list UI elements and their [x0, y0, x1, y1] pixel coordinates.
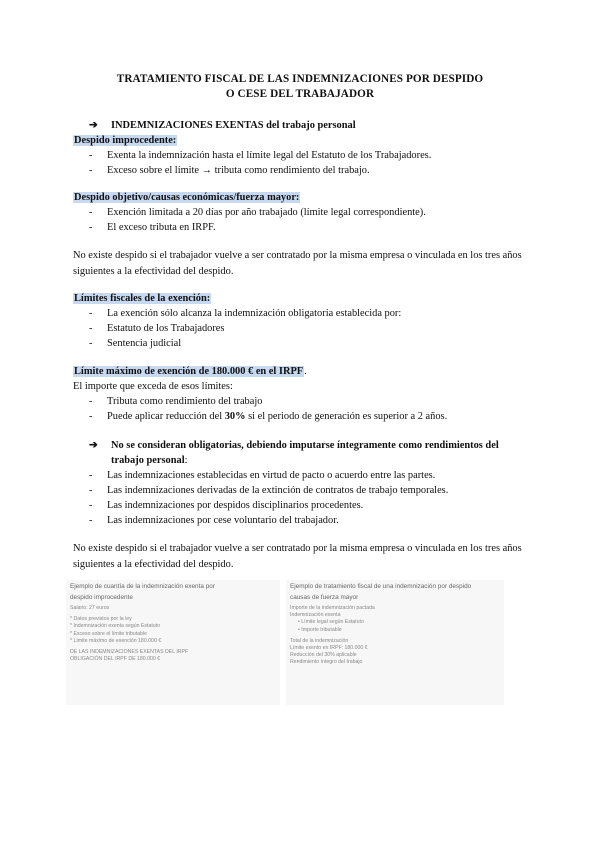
arrow-right-icon: ➔ — [89, 120, 98, 131]
image-line: Total de la indemnización — [290, 637, 349, 644]
objetivo-list — [73, 205, 533, 235]
section-objetivo — [73, 190, 533, 235]
list-item: - La exención sólo alcanza la indemnización obligatoria establecida por: — [73, 306, 533, 321]
image-line: Límite exento en IRPF: 180.000 € — [290, 645, 368, 652]
image-line: Salario: 27 euros — [70, 605, 110, 611]
maximo-intro: El importe que exceda de esos límites: — [73, 381, 233, 392]
title-line-1: TRATAMIENTO FISCAL DE LAS INDEMNIZACIONES POR DESPIDO — [116, 73, 484, 85]
improcedente-list — [73, 148, 533, 178]
list-item: - Las indemnizaciones establecidas en virtud de pacto o acuerdo entre las partes. — [73, 468, 533, 483]
arrow-right-icon: ➔ — [89, 440, 98, 451]
image-line: Reducción del 30% aplicable — [290, 652, 357, 659]
image-caption: causas de fuerza mayor — [290, 594, 359, 601]
objetivo-heading: Despido objetivo/causas económicas/fuerza mayor: — [74, 192, 300, 203]
limites-heading: Límites fiscales de la exención: — [74, 293, 211, 304]
title-line-2: O CESE DEL TRABAJADOR — [225, 88, 375, 100]
example-image-right — [286, 580, 504, 705]
no-obligatorias-heading: ➔ No se consideran obligatorias, debiendo imputarse íntegramente como rendimientos del — [89, 440, 499, 451]
list-item: - Puede aplicar reducción del 30% si el periodo de generación es superior a 2 años. — [73, 409, 533, 424]
limites-list — [73, 306, 533, 351]
example-images — [66, 580, 504, 705]
image-line: * Límite máximo de exención 180.000 € — [70, 637, 162, 644]
image-caption: despido improcedente — [70, 594, 133, 601]
image-line: Rendimiento íntegro del trabajo — [290, 659, 363, 666]
image-caption: Ejemplo de cuantía de la indemnización exenta por — [70, 583, 215, 590]
example-image-left — [66, 580, 280, 705]
list-item: - Exención limitada a 20 días por año trabajado (límite legal correspondiente). — [73, 205, 533, 220]
section-exentas-heading: ➔ INDEMNIZACIONES EXENTAS del trabajo personal — [89, 120, 356, 131]
image-footer: OBLIGACIÓN DEL IRPF DE 180.000 € — [70, 656, 161, 663]
note-despido-2: No existe despido si el trabajador vuelve a ser contratado por la misma empresa o vinculada en los tres años siguientes a la efectividad del despido. — [73, 543, 522, 570]
image-line: Importe de la indemnización pactada — [290, 605, 375, 611]
list-item: - Tributa como rendimiento del trabajo — [73, 394, 533, 409]
maximo-list — [73, 394, 533, 424]
list-item: - Sentencia judicial — [73, 336, 533, 351]
list-item: - Estatuto de los Trabajadores — [73, 321, 533, 336]
note-despido-1: No existe despido si el trabajador vuelve a ser contratado por la misma empresa o vinculada en los tres años siguientes a la efectividad del despido. — [73, 250, 522, 277]
image-line: * Indemnización exenta según Estatuto — [70, 623, 160, 630]
document-title — [0, 72, 600, 102]
improcedente-heading: Despido improcedente: — [74, 135, 177, 146]
list-item: - Exceso sobre el límite → tributa como rendimiento del trabajo. — [73, 163, 533, 178]
image-line: • Importe tributable — [298, 626, 342, 633]
list-item: - El exceso tributa en IRPF. — [73, 220, 533, 235]
list-item: - Las indemnizaciones derivadas de la extinción de contratos de trabajo temporales. — [73, 483, 533, 498]
image-line: * Datos previstos por la ley — [70, 616, 132, 623]
image-line: • Límite legal según Estatuto — [298, 619, 364, 626]
list-item: - Las indemnizaciones por cese voluntario del trabajador. — [73, 513, 533, 528]
image-line: Indemnización exenta — [290, 612, 341, 619]
section-exentas — [73, 118, 533, 178]
maximo-heading: Límite máximo de exención de 180.000 € en el IRPF. — [74, 366, 307, 377]
list-item: - Exenta la indemnización hasta el límite legal del Estatuto de los Trabajadores. — [73, 148, 533, 163]
no-obligatorias-list — [73, 468, 533, 528]
list-item: - Las indemnizaciones por despidos disciplinarios procedentes. — [73, 498, 533, 513]
image-caption: Ejemplo de tratamiento fiscal de una indemnización por despido — [290, 583, 472, 590]
no-obligatorias-heading-cont: trabajo personal: — [111, 455, 188, 466]
section-no-obligatorias — [73, 438, 533, 528]
section-maximo — [73, 364, 533, 424]
section-limites — [73, 291, 533, 351]
image-line: * Exceso sobre el límite tributable — [70, 630, 147, 637]
image-footer: DE LAS INDEMNIZACIONES EXENTAS DEL IRPF — [70, 649, 189, 656]
